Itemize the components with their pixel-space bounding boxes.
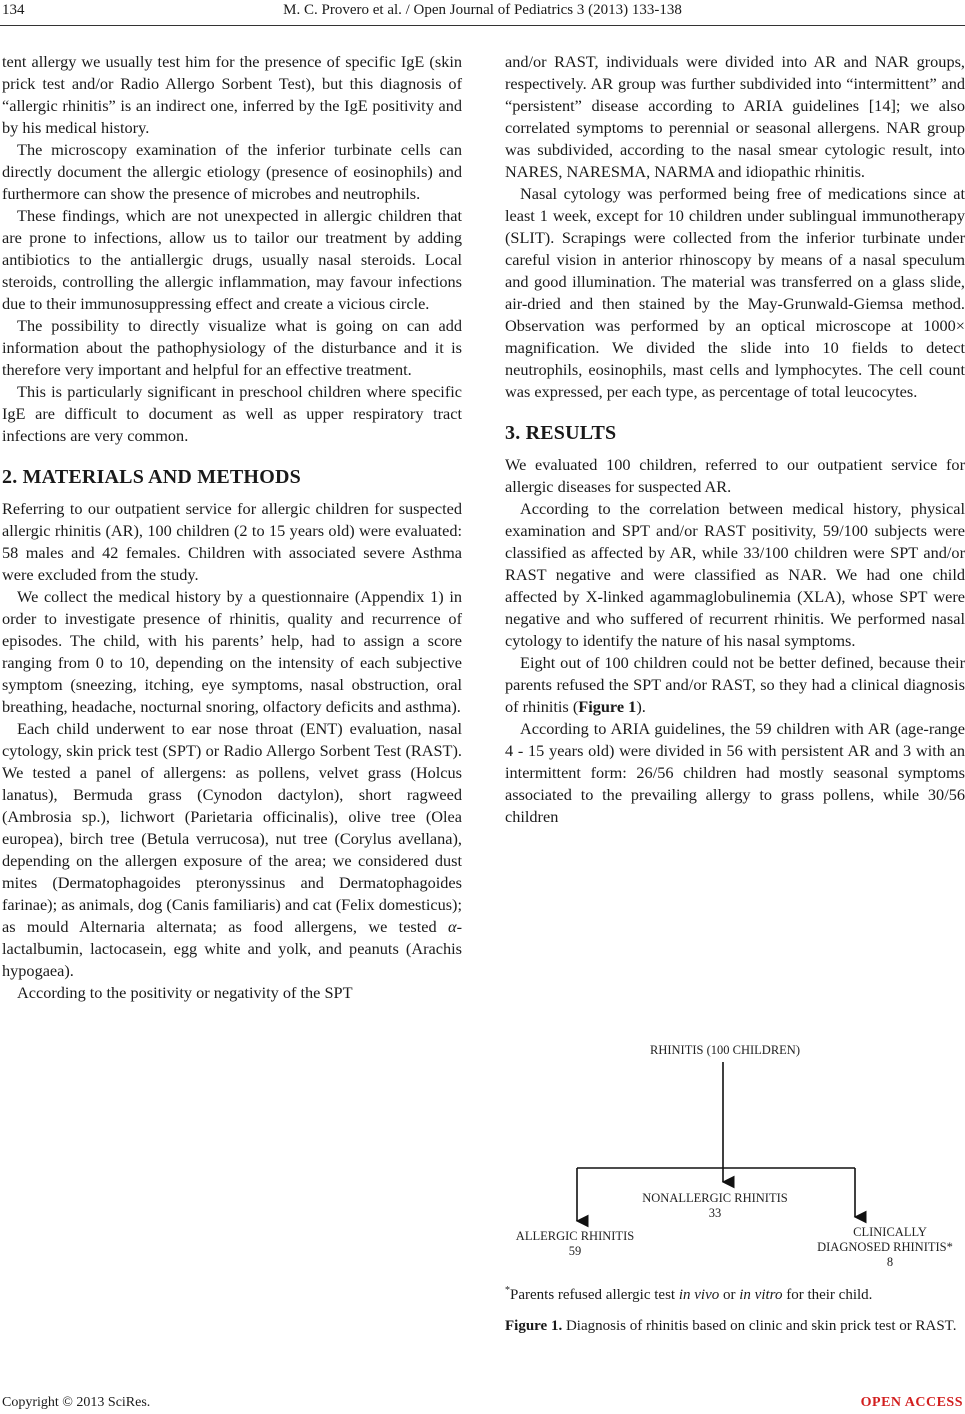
paragraph: and/or RAST, individuals were divided into AR and NAR groups, respectively. AR group was further subdivided into “intermittent” and “persistent” disease according to ARIA guidelines [14]; we also correlated symptoms to perennial or seasonal allergens. NAR group was subdivided, according to the nasal smear cytologic result, into NARES, NARESMA, NARMA and idiopathic rhinitis. — [505, 52, 965, 181]
footnote-text: for their child. — [782, 1287, 873, 1303]
footnote-text: Parents refused allergic test — [510, 1287, 679, 1303]
footnote-marker: * — [505, 1285, 510, 1296]
paragraph: According to ARIA guidelines, the 59 children with AR (age-range 4 - 15 years old) were divided in 56 with persistent AR and 3 with an intermittent form: 26/56 children had mostly seasonal symptoms associated to the prevailing allergy to grass pollens, while 30/56 children — [505, 719, 965, 826]
caption-text: Diagnosis of rhinitis based on clinic and skin prick test or RAST. — [562, 1318, 957, 1334]
caption-label: Figure 1. — [505, 1318, 563, 1334]
left-column — [2, 51, 462, 1004]
header-rule — [0, 25, 965, 26]
paragraph-text: Each child underwent to ear nose throat (ENT) evaluation, nasal cytology, skin prick test (SPT) or Radio Allergo Sorbent Test (RAST). We tested a panel of allergens: as pollens, velvet grass (Holcus lanatus), Bermuda grass (Cynodon dactylon), short ragweed (Ambrosia sp.), lichwort (Parietaria officinalis), olive tree (Olea europea), birch tree (Betula verrucosa), nut tree (Corylus avellana), depending on the allergen exposure of the area; we considered dust mites (Dermatophagoides pteronyssinus and Dermatophagoides farinae); as animals, dog (Canis familiaris) and cat (Felix domesticus); as mould Alternaria alternata; as food allergens, we tested — [2, 719, 462, 936]
paragraph: Nasal cytology was performed being free of medications since at least 1 week, except for 10 children under sublingual immunotherapy (SLIT). Scrapings were collected from the inferior turbinate under careful vision in anterior rhinoscopy by means of a nasal speculum and good illumination. The material was transferred on a glass slide, air-dried and then stained by the May-Grunwald-Giemsa method. Observation was performed by an optical microscope at 1000× magnification. We divided the slide into 10 fields to detect neutrophils, eosinophils, mast cells and lymphocytes. The cell count was expressed, per each type, as percentage of total leucocytes. — [505, 184, 965, 401]
footnote-text: or — [719, 1287, 740, 1303]
paragraph: The possibility to directly visualize what is going on can add information about the pathophysiology of the disturbance and it is therefore very important and helpful for an effective treatment. — [2, 316, 462, 379]
page-number: 134 — [2, 2, 25, 18]
page-header — [0, 0, 965, 26]
section-heading-materials-methods: 2. MATERIALS AND METHODS — [2, 466, 301, 488]
section-heading-results: 3. RESULTS — [505, 422, 617, 444]
paragraph: These findings, which are not unexpected in allergic children that are prone to infections, allow us to tailor our treatment by adding antibiotics to the antiallergic drugs, usually nasal steroids. Local steroids, controlling the allergic inflammation, may favour infections due to their immunosuppressing effect and create a vicious circle. — [2, 206, 462, 313]
paragraph-text: Eight out of 100 children could not be better defined, because their parents refused the SPT and/or RAST, so they had a clinical diagnosis of rhinitis ( — [505, 653, 965, 716]
allergic-node-count: 59 — [568, 1244, 582, 1258]
right-column — [505, 51, 965, 828]
open-access-badge: OPEN ACCESS — [860, 1395, 963, 1410]
paragraph-text: -lactalbumin, lactocasein, egg white and yolk, and peanuts (Arachis hypogaea). — [2, 917, 462, 980]
footnote-italic-in-vitro: in vitro — [739, 1287, 783, 1303]
clinical-node-count: 8 — [886, 1255, 894, 1269]
clinical-node-label-line2: DIAGNOSED RHINITIS* — [817, 1240, 953, 1254]
paragraph: According to the correlation between medical history, physical examination and SPT and/or RAST positivity, 59/100 subjects were classified as affected by AR, while 33/100 children were SPT and/or RAST negative and were classified as NAR. We had one child affected by X-linked agammaglobulinemia (XLA), whose SPT were negative and who suffered of recurrent rhinitis. We performed nasal cytology to identify the nature of his nasal symptoms. — [505, 499, 965, 650]
paragraph: We evaluated 100 children, referred to our outpatient service for allergic diseases for suspected AR. — [505, 455, 965, 496]
copyright-notice: Copyright © 2013 SciRes. — [2, 1395, 151, 1410]
root-node-label: RHINITIS (100 CHILDREN) — [650, 1043, 800, 1057]
paragraph: Referring to our outpatient service for allergic children for suspected allergic rhinitis (AR), 100 children (2 to 15 years old) were evaluated: 58 males and 42 females. Children with associated severe Asthma were excluded from the study. — [2, 499, 462, 584]
figure-1-diagram — [505, 1000, 965, 1280]
allergic-node-label: ALLERGIC RHINITIS — [515, 1229, 635, 1243]
paragraph-text: ). — [636, 697, 646, 716]
paragraph: tent allergy we usually test him for the presence of specific IgE (skin prick test and/or Radio Allergo Sorbent Test), but this diagnosis of “allergic rhinitis” is an indirect one, inferred by the IgE positivity and by his medical history. — [2, 52, 462, 137]
paragraph: This is particularly significant in preschool children where specific IgE are difficult to document as well as upper respiratory tract infections are very common. — [2, 382, 462, 445]
paragraph — [505, 652, 965, 718]
nonallergic-node-count: 33 — [708, 1206, 722, 1220]
figure-caption — [505, 1315, 965, 1337]
clinical-node-label-line1: CLINICALLY — [853, 1225, 927, 1239]
running-head: M. C. Provero et al. / Open Journal of Pediatrics 3 (2013) 133-138 — [283, 2, 682, 18]
alpha-symbol: α — [448, 917, 457, 936]
paragraph: The microscopy examination of the inferior turbinate cells can directly document the allergic etiology (presence of eosinophils) and furthermore can show the presence of microbes and neutrophils. — [2, 140, 462, 203]
paragraph: According to the positivity or negativity of the SPT — [17, 983, 353, 1002]
nonallergic-node-label: NONALLERGIC RHINITIS — [642, 1191, 788, 1205]
figure-footnote — [505, 1281, 965, 1305]
figure-reference-link[interactable]: Figure 1 — [578, 697, 637, 716]
paragraph: We collect the medical history by a questionnaire (Appendix 1) in order to investigate presence of rhinitis, quality and recurrence of episodes. The child, with his parents’ help, had to assign a score ranging from 0 to 10, depending on the intensity of each subjective symptom (sneezing, itching, eye symptoms, nasal obstruction, oral breathing, headache, nocturnal snoring, olfactory deficits and asthma). — [2, 587, 462, 716]
paragraph — [2, 718, 462, 982]
footnote-italic-in-vivo: in vivo — [678, 1287, 720, 1303]
